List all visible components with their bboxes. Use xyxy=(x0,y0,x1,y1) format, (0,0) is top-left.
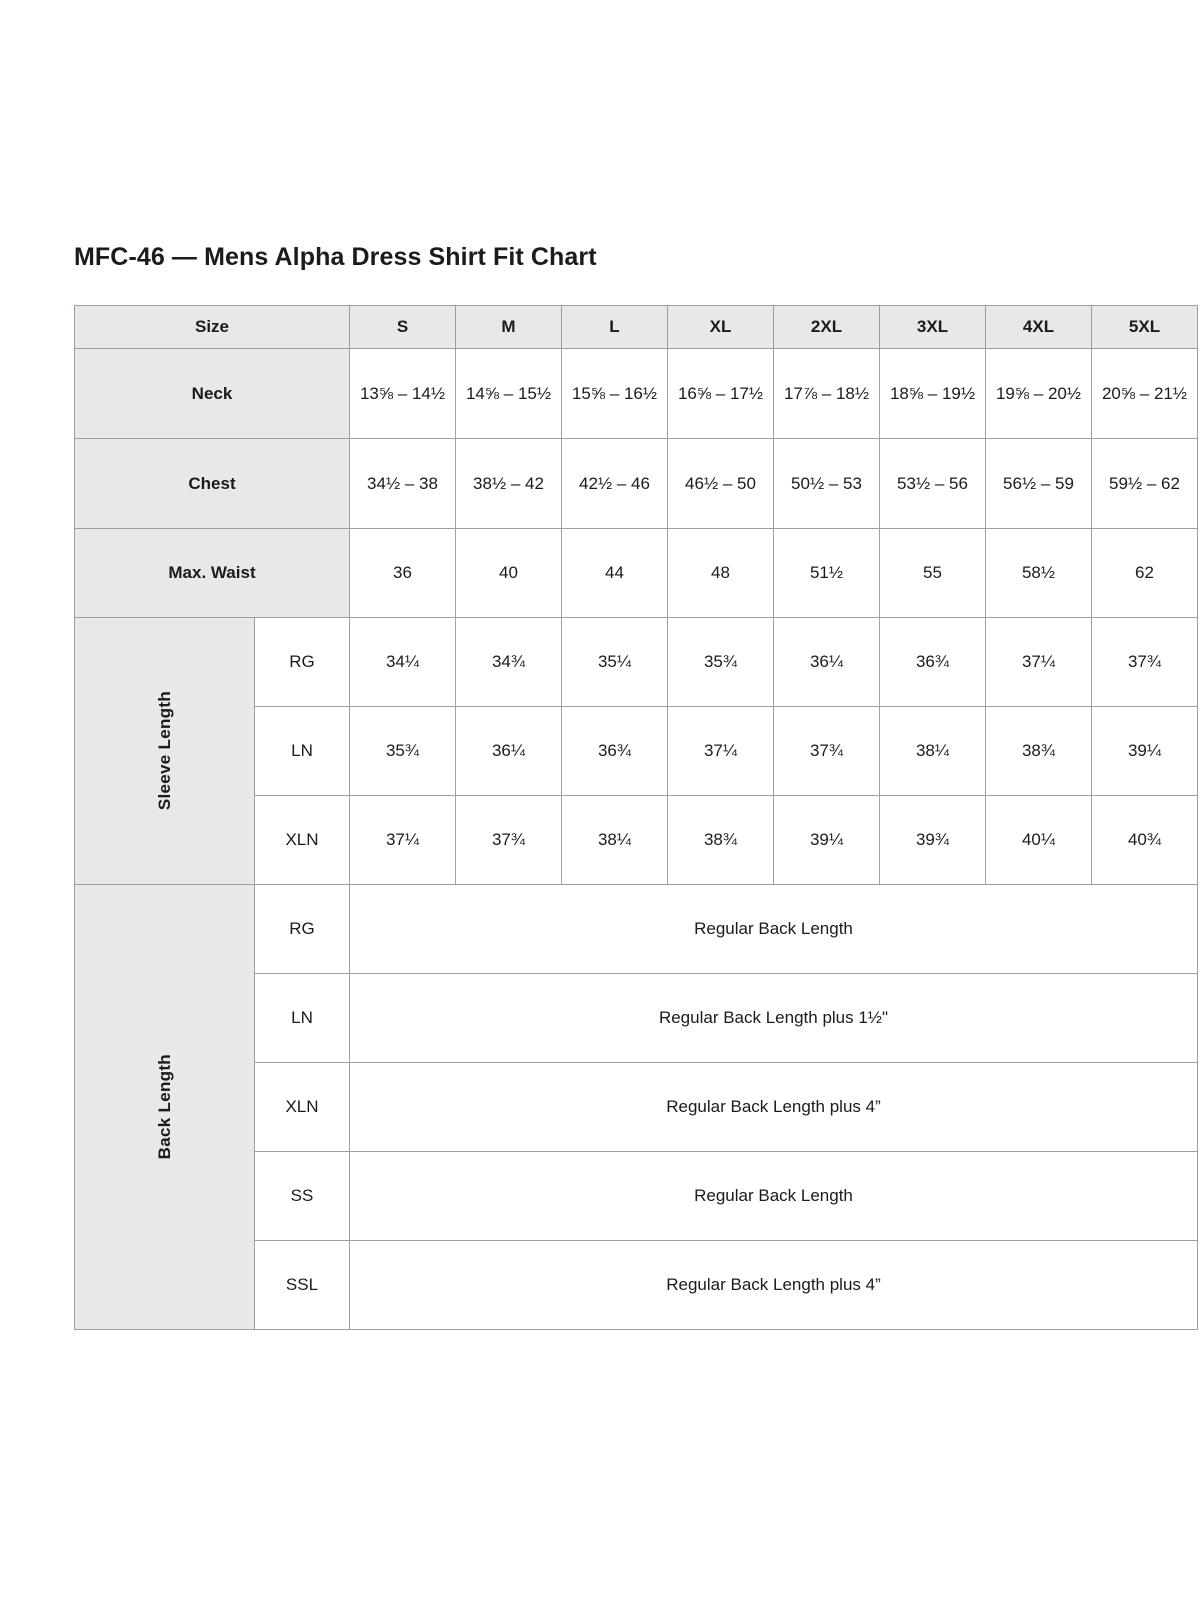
cell-waist-m: 40 xyxy=(456,529,562,618)
cell-sleeve-ln-2xl: 37¾ xyxy=(774,707,880,796)
cell-waist-5xl: 62 xyxy=(1092,529,1198,618)
header-cell-5xl: 5XL xyxy=(1092,306,1198,349)
cell-sleeve-xln-xl: 38¾ xyxy=(668,796,774,885)
cell-sleeve-rg-l: 35¼ xyxy=(562,618,668,707)
row-label-back-ssl: SSL xyxy=(255,1241,350,1330)
row-label-max-waist: Max. Waist xyxy=(75,529,350,618)
table-row-neck xyxy=(75,349,1198,439)
cell-back-ssl-description: Regular Back Length plus 4” xyxy=(350,1241,1198,1330)
cell-sleeve-rg-5xl: 37¾ xyxy=(1092,618,1198,707)
row-label-sleeve-ln: LN xyxy=(255,707,350,796)
cell-back-xln-description: Regular Back Length plus 4” xyxy=(350,1063,1198,1152)
header-cell-l: L xyxy=(562,306,668,349)
cell-back-rg-description: Regular Back Length xyxy=(350,885,1198,974)
cell-sleeve-ln-5xl: 39¼ xyxy=(1092,707,1198,796)
header-cell-4xl: 4XL xyxy=(986,306,1092,349)
header-cell-s: S xyxy=(350,306,456,349)
header-cell-xl: XL xyxy=(668,306,774,349)
cell-sleeve-ln-3xl: 38¼ xyxy=(880,707,986,796)
row-label-neck: Neck xyxy=(75,349,350,439)
row-label-back-ln: LN xyxy=(255,974,350,1063)
cell-sleeve-xln-2xl: 39¼ xyxy=(774,796,880,885)
cell-neck-3xl: 18⅝ – 19½ xyxy=(880,349,986,439)
cell-neck-xl: 16⅝ – 17½ xyxy=(668,349,774,439)
cell-chest-2xl: 50½ – 53 xyxy=(774,439,880,529)
cell-sleeve-rg-4xl: 37¼ xyxy=(986,618,1092,707)
cell-sleeve-ln-4xl: 38¾ xyxy=(986,707,1092,796)
table-row-chest xyxy=(75,439,1198,529)
row-label-sleeve-rg: RG xyxy=(255,618,350,707)
cell-chest-m: 38½ – 42 xyxy=(456,439,562,529)
row-label-back-ss: SS xyxy=(255,1152,350,1241)
cell-neck-m: 14⅝ – 15½ xyxy=(456,349,562,439)
table-row-max-waist xyxy=(75,529,1198,618)
cell-sleeve-rg-m: 34¾ xyxy=(456,618,562,707)
cell-chest-l: 42½ – 46 xyxy=(562,439,668,529)
row-label-back-rg: RG xyxy=(255,885,350,974)
cell-waist-4xl: 58½ xyxy=(986,529,1092,618)
row-label-chest: Chest xyxy=(75,439,350,529)
cell-sleeve-xln-m: 37¾ xyxy=(456,796,562,885)
cell-sleeve-xln-l: 38¼ xyxy=(562,796,668,885)
cell-back-ln-description: Regular Back Length plus 1½" xyxy=(350,974,1198,1063)
cell-chest-4xl: 56½ – 59 xyxy=(986,439,1092,529)
group-label-sleeve-length-text: Sleeve Length xyxy=(154,691,174,811)
group-label-sleeve-length xyxy=(75,618,255,885)
row-label-sleeve-xln: XLN xyxy=(255,796,350,885)
cell-sleeve-xln-s: 37¼ xyxy=(350,796,456,885)
cell-back-ss-description: Regular Back Length xyxy=(350,1152,1198,1241)
cell-waist-2xl: 51½ xyxy=(774,529,880,618)
cell-waist-l: 44 xyxy=(562,529,668,618)
group-label-back-length-text: Back Length xyxy=(154,1054,174,1160)
cell-sleeve-rg-3xl: 36¾ xyxy=(880,618,986,707)
header-cell-2xl: 2XL xyxy=(774,306,880,349)
page-title: MFC-46 — Mens Alpha Dress Shirt Fit Chart xyxy=(74,243,597,271)
cell-sleeve-xln-4xl: 40¼ xyxy=(986,796,1092,885)
cell-chest-5xl: 59½ – 62 xyxy=(1092,439,1198,529)
cell-sleeve-xln-3xl: 39¾ xyxy=(880,796,986,885)
table-row-sleeve-rg xyxy=(75,618,1198,707)
cell-sleeve-xln-5xl: 40¾ xyxy=(1092,796,1198,885)
cell-sleeve-rg-2xl: 36¼ xyxy=(774,618,880,707)
cell-sleeve-rg-xl: 35¾ xyxy=(668,618,774,707)
header-cell-size: Size xyxy=(75,306,350,349)
cell-neck-2xl: 17⅞ – 18½ xyxy=(774,349,880,439)
header-cell-3xl: 3XL xyxy=(880,306,986,349)
cell-waist-s: 36 xyxy=(350,529,456,618)
cell-sleeve-ln-xl: 37¼ xyxy=(668,707,774,796)
row-label-back-xln: XLN xyxy=(255,1063,350,1152)
cell-neck-s: 13⅝ – 14½ xyxy=(350,349,456,439)
cell-chest-xl: 46½ – 50 xyxy=(668,439,774,529)
cell-chest-3xl: 53½ – 56 xyxy=(880,439,986,529)
table-row-back-rg xyxy=(75,885,1198,974)
cell-sleeve-ln-s: 35¾ xyxy=(350,707,456,796)
cell-neck-5xl: 20⅝ – 21½ xyxy=(1092,349,1198,439)
fit-chart-table xyxy=(74,305,1198,1330)
group-label-back-length xyxy=(75,885,255,1330)
cell-sleeve-ln-m: 36¼ xyxy=(456,707,562,796)
header-cell-m: M xyxy=(456,306,562,349)
cell-sleeve-rg-s: 34¼ xyxy=(350,618,456,707)
cell-neck-l: 15⅝ – 16½ xyxy=(562,349,668,439)
cell-waist-3xl: 55 xyxy=(880,529,986,618)
cell-chest-s: 34½ – 38 xyxy=(350,439,456,529)
table-header-row xyxy=(75,306,1198,349)
cell-neck-4xl: 19⅝ – 20½ xyxy=(986,349,1092,439)
cell-waist-xl: 48 xyxy=(668,529,774,618)
cell-sleeve-ln-l: 36¾ xyxy=(562,707,668,796)
